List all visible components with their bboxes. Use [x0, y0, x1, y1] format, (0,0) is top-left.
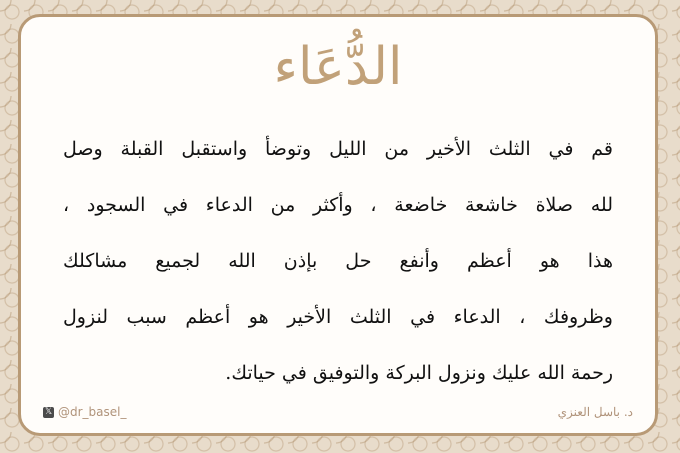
text-line: قم في الثلث الأخير من الليل وتوضأ واستقبل القبلة وصل [63, 138, 613, 160]
body-text [63, 121, 613, 401]
text-line: هذا هو أعظم وأنفع حل بإذن الله لجميع مشاكلك [63, 250, 613, 272]
handle-text: @dr_basel_ [58, 405, 127, 419]
content-card [18, 14, 658, 436]
text-line: لله صلاة خاشعة خاضعة ، وأكثر من الدعاء في السجود ، [63, 194, 613, 216]
author-name: د. باسل العنزي [557, 405, 633, 419]
text-line: رحمة الله عليك ونزول البركة والتوفيق في حياتك. [225, 362, 613, 384]
page-title: الدُّعَاء [273, 37, 403, 97]
social-handle [43, 405, 127, 419]
footer [43, 405, 633, 423]
text-line: وظروفك ، الدعاء في الثلث الأخير هو أعظم سبب لنزول [63, 306, 613, 328]
x-logo-icon: 𝕏 [44, 406, 53, 417]
